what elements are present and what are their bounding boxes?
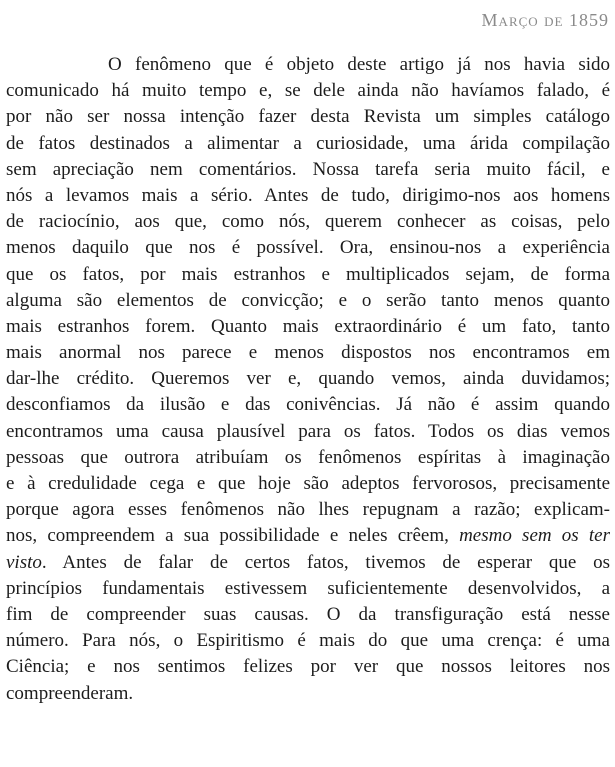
text-line: Ciência; e nos sentimos felizes por ver que nossos leitores nos bbox=[6, 656, 610, 678]
text-line: que os fatos, por mais estranhos e multiplicados sejam, de forma bbox=[6, 263, 610, 285]
emphasized-text: visto bbox=[6, 551, 42, 573]
text-line: porque agora esses fenômenos não lhes repugnam a razão; explicam- bbox=[6, 499, 610, 521]
text-line: alguma são elementos de convicção; e o serão tanto menos quanto bbox=[6, 289, 610, 311]
text-line: princípios fundamentais estivessem suficientemente desenvolvidos, a bbox=[6, 577, 610, 599]
text-line: nós a levamos mais a sério. Antes de tudo, dirigimo-nos aos homens bbox=[6, 184, 610, 206]
text-segment: . Antes de falar de certos fatos, tivemos de esperar que os bbox=[41, 551, 610, 573]
text-line: compreenderam. bbox=[6, 682, 134, 704]
text-line: desconfiamos da ilusão e das conivências. Já não é assim quando bbox=[6, 394, 610, 416]
text-line: de raciocínio, aos que, como nós, querem conhecer as coisas, pelo bbox=[6, 211, 610, 233]
running-header: Março de 1859 bbox=[481, 10, 609, 30]
text-line: fim de compreender suas causas. O da transfiguração está nesse bbox=[6, 603, 610, 625]
text-line-with-emphasis bbox=[6, 550, 610, 576]
text-segment: nos, compreendem a sua possibilidade e neles crêem, bbox=[6, 525, 449, 547]
text-line: por não ser nossa intenção fazer desta Revista um simples catálogo bbox=[6, 106, 610, 128]
text-line: sem apreciação nem comentários. Nossa tarefa seria muito fácil, e bbox=[6, 158, 610, 180]
text-line: comunicado há muito tempo e, se dele ainda não havíamos falado, é bbox=[6, 80, 610, 102]
text-line: e à credulidade cega e que hoje são adeptos fervorosos, precisamente bbox=[6, 473, 610, 494]
text-line: de fatos destinados a alimentar a curiosidade, uma árida compilação bbox=[6, 132, 610, 154]
text-line: pessoas que outrora atribuíam os fenômenos espíritas à imaginação bbox=[6, 446, 610, 468]
text-line: dar-lhe crédito. Queremos ver e, quando vemos, ainda duvidamos; bbox=[6, 368, 610, 390]
text-line: menos daquilo que nos é possível. Ora, ensinou-nos a experiência bbox=[6, 237, 610, 259]
text-line-with-emphasis bbox=[6, 523, 610, 549]
text-line: O fenômeno que é objeto deste artigo já nos havia sido bbox=[108, 54, 610, 75]
emphasized-text: mesmo sem os ter bbox=[459, 525, 610, 547]
body-paragraph bbox=[6, 52, 610, 707]
text-line: mais anormal nos parece e menos dispostos nos encontramos em bbox=[6, 342, 610, 364]
text-line: número. Para nós, o Espiritismo é mais do que uma crença: é uma bbox=[6, 630, 610, 652]
text-line: mais estranhos forem. Quanto mais extraordinário é um fato, tanto bbox=[6, 315, 610, 337]
text-line: encontramos uma causa plausível para os fatos. Todos os dias vemos bbox=[6, 420, 610, 442]
